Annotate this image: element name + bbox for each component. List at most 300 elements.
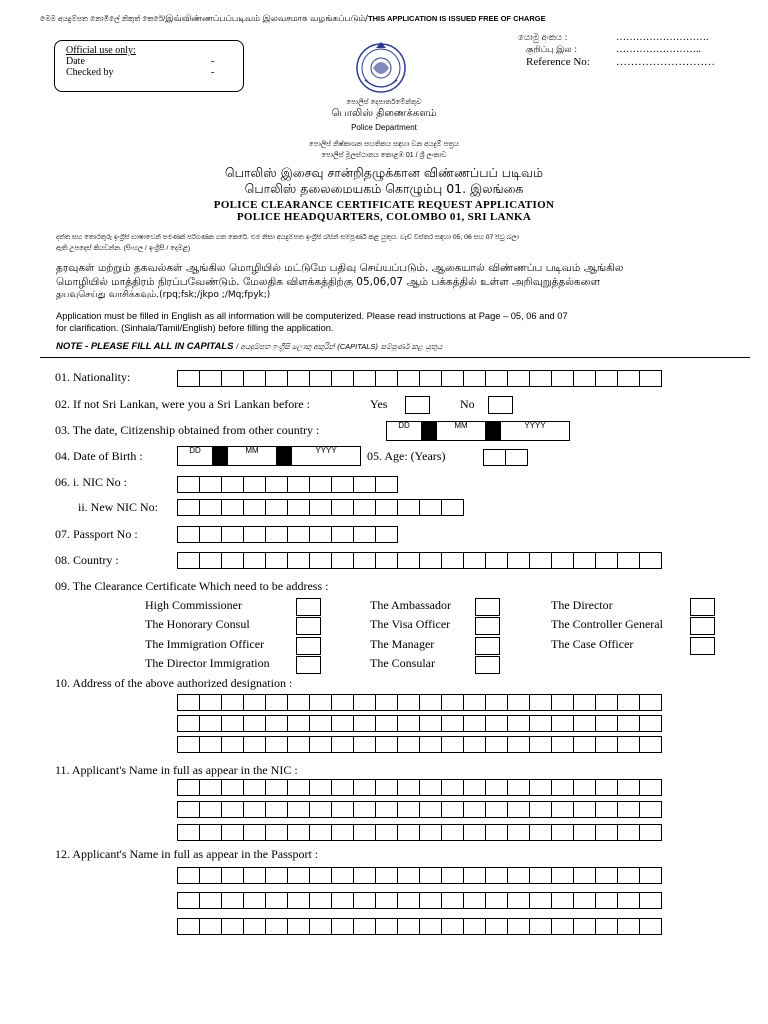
char-box[interactable]	[221, 824, 244, 841]
char-box[interactable]	[221, 526, 244, 543]
char-box[interactable]	[639, 736, 662, 753]
char-box[interactable]	[199, 736, 222, 753]
char-box[interactable]	[309, 370, 332, 387]
char-box[interactable]	[595, 801, 618, 818]
char-box[interactable]	[375, 552, 398, 569]
char-box[interactable]	[485, 736, 508, 753]
char-box[interactable]	[441, 824, 464, 841]
char-box[interactable]	[551, 370, 574, 387]
char-box[interactable]	[551, 867, 574, 884]
char-box[interactable]	[507, 694, 530, 711]
char-box[interactable]	[177, 824, 200, 841]
char-box[interactable]	[529, 801, 552, 818]
char-box[interactable]	[573, 867, 596, 884]
char-box[interactable]	[265, 499, 288, 516]
char-box[interactable]	[551, 824, 574, 841]
char-box[interactable]	[463, 370, 486, 387]
char-box[interactable]	[243, 715, 266, 732]
char-box[interactable]	[221, 892, 244, 909]
no-checkbox[interactable]	[488, 396, 513, 414]
char-box[interactable]	[617, 801, 640, 818]
char-box[interactable]	[485, 552, 508, 569]
char-box[interactable]	[243, 779, 266, 796]
char-box[interactable]	[243, 736, 266, 753]
char-box[interactable]	[265, 779, 288, 796]
char-box[interactable]	[309, 867, 332, 884]
char-box[interactable]	[419, 715, 442, 732]
char-box[interactable]	[463, 867, 486, 884]
char-box[interactable]	[485, 918, 508, 935]
char-box[interactable]	[507, 801, 530, 818]
char-box[interactable]	[419, 552, 442, 569]
char-box[interactable]	[375, 918, 398, 935]
case-officer-checkbox[interactable]	[690, 637, 715, 655]
char-box[interactable]	[595, 370, 618, 387]
char-box[interactable]	[441, 867, 464, 884]
char-box[interactable]	[353, 694, 376, 711]
char-box[interactable]	[419, 694, 442, 711]
char-box[interactable]	[639, 824, 662, 841]
char-box[interactable]	[309, 526, 332, 543]
char-box[interactable]	[331, 736, 354, 753]
char-box[interactable]	[353, 867, 376, 884]
char-box[interactable]	[243, 476, 266, 493]
char-box[interactable]	[353, 370, 376, 387]
controller-general-checkbox[interactable]	[690, 617, 715, 635]
char-box[interactable]	[639, 552, 662, 569]
char-box[interactable]	[485, 824, 508, 841]
director-immigration-checkbox[interactable]	[296, 656, 321, 674]
char-box[interactable]	[441, 715, 464, 732]
char-box[interactable]	[331, 694, 354, 711]
char-box[interactable]	[287, 736, 310, 753]
char-box[interactable]	[463, 779, 486, 796]
char-box[interactable]	[199, 694, 222, 711]
char-box[interactable]	[463, 552, 486, 569]
char-box[interactable]	[617, 736, 640, 753]
char-box[interactable]	[221, 801, 244, 818]
char-box[interactable]	[595, 736, 618, 753]
char-box[interactable]	[375, 779, 398, 796]
char-box[interactable]	[419, 918, 442, 935]
char-box[interactable]	[505, 449, 528, 466]
char-box[interactable]	[551, 918, 574, 935]
char-box[interactable]	[595, 824, 618, 841]
char-box[interactable]	[595, 694, 618, 711]
char-box[interactable]	[397, 736, 420, 753]
char-box[interactable]	[331, 918, 354, 935]
char-box[interactable]	[529, 867, 552, 884]
char-box[interactable]	[507, 552, 530, 569]
char-box[interactable]	[265, 801, 288, 818]
char-box[interactable]	[573, 736, 596, 753]
char-box[interactable]	[177, 694, 200, 711]
char-box[interactable]	[419, 499, 442, 516]
char-box[interactable]	[617, 779, 640, 796]
char-box[interactable]	[573, 370, 596, 387]
char-box[interactable]	[199, 824, 222, 841]
new-nic-field[interactable]	[177, 499, 463, 516]
char-box[interactable]	[265, 526, 288, 543]
char-box[interactable]	[331, 552, 354, 569]
char-box[interactable]	[199, 370, 222, 387]
char-box[interactable]	[353, 824, 376, 841]
char-box[interactable]	[529, 370, 552, 387]
char-box[interactable]	[309, 779, 332, 796]
char-box[interactable]	[529, 715, 552, 732]
citizenship-date-field[interactable]	[386, 421, 569, 441]
char-box[interactable]	[331, 499, 354, 516]
char-box[interactable]	[441, 801, 464, 818]
char-box[interactable]	[507, 779, 530, 796]
char-box[interactable]	[309, 736, 332, 753]
char-box[interactable]	[353, 499, 376, 516]
ambassador-checkbox[interactable]	[475, 598, 500, 616]
char-box[interactable]	[397, 779, 420, 796]
char-box[interactable]	[221, 867, 244, 884]
char-box[interactable]	[353, 918, 376, 935]
name-passport-field-line-2[interactable]	[177, 892, 661, 909]
char-box[interactable]	[375, 801, 398, 818]
address-field-line-1[interactable]	[177, 694, 661, 711]
char-box[interactable]	[573, 824, 596, 841]
char-box[interactable]	[595, 918, 618, 935]
char-box[interactable]	[287, 867, 310, 884]
char-box[interactable]	[551, 694, 574, 711]
char-box[interactable]	[573, 715, 596, 732]
char-box[interactable]	[595, 892, 618, 909]
char-box[interactable]	[639, 370, 662, 387]
char-box[interactable]	[573, 892, 596, 909]
char-box[interactable]	[419, 370, 442, 387]
char-box[interactable]	[331, 526, 354, 543]
char-box[interactable]	[243, 892, 266, 909]
nic-field[interactable]	[177, 476, 397, 493]
char-box[interactable]	[265, 476, 288, 493]
char-box[interactable]	[375, 499, 398, 516]
name-nic-field-line-3[interactable]	[177, 824, 661, 841]
char-box[interactable]	[265, 736, 288, 753]
age-field[interactable]	[483, 449, 527, 466]
char-box[interactable]	[353, 715, 376, 732]
char-box[interactable]	[463, 892, 486, 909]
char-box[interactable]	[441, 499, 464, 516]
char-box[interactable]	[287, 918, 310, 935]
char-box[interactable]	[639, 694, 662, 711]
char-box[interactable]	[199, 552, 222, 569]
char-box[interactable]	[639, 867, 662, 884]
char-box[interactable]	[617, 694, 640, 711]
honorary-consul-checkbox[interactable]	[296, 617, 321, 635]
char-box[interactable]	[199, 892, 222, 909]
char-box[interactable]	[573, 552, 596, 569]
char-box[interactable]	[441, 779, 464, 796]
char-box[interactable]	[617, 918, 640, 935]
char-box[interactable]	[463, 918, 486, 935]
char-box[interactable]	[243, 552, 266, 569]
char-box[interactable]	[243, 370, 266, 387]
char-box[interactable]	[441, 370, 464, 387]
char-box[interactable]	[243, 526, 266, 543]
char-box[interactable]	[375, 736, 398, 753]
char-box[interactable]	[199, 476, 222, 493]
char-box[interactable]	[485, 779, 508, 796]
high-commissioner-checkbox[interactable]	[296, 598, 321, 616]
char-box[interactable]	[199, 801, 222, 818]
char-box[interactable]	[221, 370, 244, 387]
passport-field[interactable]	[177, 526, 397, 543]
char-box[interactable]	[485, 370, 508, 387]
char-box[interactable]	[419, 736, 442, 753]
char-box[interactable]	[441, 552, 464, 569]
char-box[interactable]	[617, 370, 640, 387]
char-box[interactable]	[309, 918, 332, 935]
char-box[interactable]	[529, 694, 552, 711]
char-box[interactable]	[397, 892, 420, 909]
char-box[interactable]	[199, 779, 222, 796]
char-box[interactable]	[221, 779, 244, 796]
char-box[interactable]	[639, 801, 662, 818]
char-box[interactable]	[353, 526, 376, 543]
char-box[interactable]	[595, 867, 618, 884]
char-box[interactable]	[287, 476, 310, 493]
char-box[interactable]	[309, 892, 332, 909]
consular-checkbox[interactable]	[475, 656, 500, 674]
char-box[interactable]	[221, 499, 244, 516]
char-box[interactable]	[551, 736, 574, 753]
char-box[interactable]	[199, 715, 222, 732]
char-box[interactable]	[265, 892, 288, 909]
char-box[interactable]	[441, 892, 464, 909]
char-box[interactable]	[221, 918, 244, 935]
char-box[interactable]	[177, 476, 200, 493]
char-box[interactable]	[529, 736, 552, 753]
char-box[interactable]	[243, 694, 266, 711]
char-box[interactable]	[507, 918, 530, 935]
name-passport-field-line-1[interactable]	[177, 867, 661, 884]
char-box[interactable]	[617, 867, 640, 884]
char-box[interactable]	[221, 694, 244, 711]
char-box[interactable]	[595, 552, 618, 569]
char-box[interactable]	[221, 476, 244, 493]
char-box[interactable]	[287, 892, 310, 909]
char-box[interactable]	[265, 867, 288, 884]
address-field-line-3[interactable]	[177, 736, 661, 753]
char-box[interactable]	[529, 892, 552, 909]
char-box[interactable]	[639, 715, 662, 732]
char-box[interactable]	[419, 779, 442, 796]
char-box[interactable]	[265, 694, 288, 711]
address-field-line-2[interactable]	[177, 715, 661, 732]
char-box[interactable]	[573, 801, 596, 818]
char-box[interactable]	[221, 715, 244, 732]
char-box[interactable]	[441, 736, 464, 753]
char-box[interactable]	[331, 370, 354, 387]
char-box[interactable]	[397, 867, 420, 884]
char-box[interactable]	[617, 552, 640, 569]
date-of-birth-field[interactable]	[177, 446, 360, 466]
char-box[interactable]	[353, 892, 376, 909]
char-box[interactable]	[287, 499, 310, 516]
char-box[interactable]	[331, 476, 354, 493]
char-box[interactable]	[507, 370, 530, 387]
char-box[interactable]	[617, 892, 640, 909]
char-box[interactable]	[265, 918, 288, 935]
char-box[interactable]	[397, 801, 420, 818]
char-box[interactable]	[243, 867, 266, 884]
visa-officer-checkbox[interactable]	[475, 617, 500, 635]
char-box[interactable]	[287, 526, 310, 543]
char-box[interactable]	[485, 694, 508, 711]
char-box[interactable]	[419, 824, 442, 841]
char-box[interactable]	[639, 779, 662, 796]
char-box[interactable]	[507, 892, 530, 909]
char-box[interactable]	[353, 476, 376, 493]
char-box[interactable]	[617, 715, 640, 732]
char-box[interactable]	[485, 715, 508, 732]
char-box[interactable]	[529, 918, 552, 935]
char-box[interactable]	[309, 552, 332, 569]
char-box[interactable]	[287, 552, 310, 569]
char-box[interactable]	[287, 801, 310, 818]
char-box[interactable]	[353, 801, 376, 818]
char-box[interactable]	[595, 715, 618, 732]
char-box[interactable]	[199, 918, 222, 935]
country-field[interactable]	[177, 552, 661, 569]
char-box[interactable]	[243, 824, 266, 841]
char-box[interactable]	[617, 824, 640, 841]
char-box[interactable]	[177, 801, 200, 818]
char-box[interactable]	[397, 370, 420, 387]
char-box[interactable]	[287, 824, 310, 841]
char-box[interactable]	[639, 918, 662, 935]
char-box[interactable]	[287, 370, 310, 387]
char-box[interactable]	[309, 801, 332, 818]
char-box[interactable]	[331, 779, 354, 796]
char-box[interactable]	[463, 694, 486, 711]
name-nic-field-line-2[interactable]	[177, 801, 661, 818]
char-box[interactable]	[331, 715, 354, 732]
char-box[interactable]	[441, 694, 464, 711]
char-box[interactable]	[397, 824, 420, 841]
char-box[interactable]	[265, 824, 288, 841]
char-box[interactable]	[375, 370, 398, 387]
char-box[interactable]	[177, 370, 200, 387]
char-box[interactable]	[463, 801, 486, 818]
char-box[interactable]	[397, 694, 420, 711]
immigration-officer-checkbox[interactable]	[296, 637, 321, 655]
char-box[interactable]	[551, 552, 574, 569]
char-box[interactable]	[243, 918, 266, 935]
char-box[interactable]	[551, 779, 574, 796]
char-box[interactable]	[177, 779, 200, 796]
char-box[interactable]	[177, 892, 200, 909]
char-box[interactable]	[177, 918, 200, 935]
char-box[interactable]	[551, 801, 574, 818]
char-box[interactable]	[309, 715, 332, 732]
name-passport-field-line-3[interactable]	[177, 918, 661, 935]
char-box[interactable]	[573, 694, 596, 711]
char-box[interactable]	[419, 867, 442, 884]
char-box[interactable]	[177, 552, 200, 569]
char-box[interactable]	[199, 499, 222, 516]
char-box[interactable]	[485, 801, 508, 818]
char-box[interactable]	[375, 715, 398, 732]
manager-checkbox[interactable]	[475, 637, 500, 655]
char-box[interactable]	[177, 736, 200, 753]
yes-checkbox[interactable]	[405, 396, 430, 414]
char-box[interactable]	[529, 779, 552, 796]
char-box[interactable]	[331, 801, 354, 818]
char-box[interactable]	[309, 499, 332, 516]
char-box[interactable]	[221, 736, 244, 753]
char-box[interactable]	[287, 779, 310, 796]
char-box[interactable]	[573, 779, 596, 796]
char-box[interactable]	[375, 694, 398, 711]
char-box[interactable]	[573, 918, 596, 935]
char-box[interactable]	[483, 449, 506, 466]
char-box[interactable]	[353, 779, 376, 796]
char-box[interactable]	[507, 715, 530, 732]
char-box[interactable]	[243, 801, 266, 818]
char-box[interactable]	[287, 694, 310, 711]
char-box[interactable]	[595, 779, 618, 796]
char-box[interactable]	[485, 867, 508, 884]
char-box[interactable]	[199, 867, 222, 884]
char-box[interactable]	[309, 824, 332, 841]
char-box[interactable]	[177, 499, 200, 516]
char-box[interactable]	[331, 867, 354, 884]
char-box[interactable]	[265, 552, 288, 569]
char-box[interactable]	[331, 892, 354, 909]
char-box[interactable]	[463, 736, 486, 753]
char-box[interactable]	[309, 694, 332, 711]
char-box[interactable]	[199, 526, 222, 543]
nationality-field[interactable]	[177, 370, 661, 387]
char-box[interactable]	[221, 552, 244, 569]
char-box[interactable]	[419, 892, 442, 909]
char-box[interactable]	[243, 499, 266, 516]
char-box[interactable]	[309, 476, 332, 493]
char-box[interactable]	[177, 715, 200, 732]
char-box[interactable]	[397, 499, 420, 516]
char-box[interactable]	[639, 892, 662, 909]
char-box[interactable]	[507, 867, 530, 884]
char-box[interactable]	[265, 715, 288, 732]
char-box[interactable]	[375, 892, 398, 909]
char-box[interactable]	[419, 801, 442, 818]
char-box[interactable]	[397, 918, 420, 935]
char-box[interactable]	[441, 918, 464, 935]
char-box[interactable]	[397, 715, 420, 732]
director-checkbox[interactable]	[690, 598, 715, 616]
char-box[interactable]	[485, 892, 508, 909]
char-box[interactable]	[463, 715, 486, 732]
char-box[interactable]	[375, 476, 398, 493]
char-box[interactable]	[375, 867, 398, 884]
char-box[interactable]	[529, 552, 552, 569]
char-box[interactable]	[287, 715, 310, 732]
char-box[interactable]	[507, 736, 530, 753]
char-box[interactable]	[397, 552, 420, 569]
char-box[interactable]	[507, 824, 530, 841]
char-box[interactable]	[331, 824, 354, 841]
char-box[interactable]	[177, 867, 200, 884]
name-nic-field-line-1[interactable]	[177, 779, 661, 796]
char-box[interactable]	[353, 736, 376, 753]
char-box[interactable]	[463, 824, 486, 841]
char-box[interactable]	[375, 824, 398, 841]
